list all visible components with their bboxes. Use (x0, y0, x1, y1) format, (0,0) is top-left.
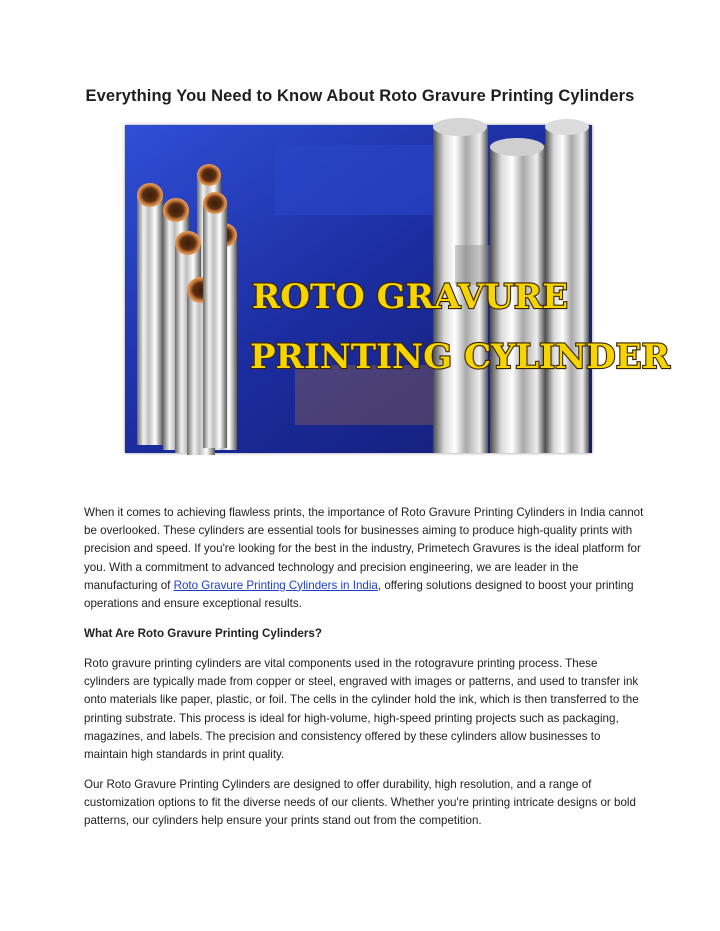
roto-gravure-india-link[interactable]: Roto Gravure Printing Cylinders in India (173, 578, 378, 592)
document-title: Everything You Need to Know About Roto Gravure Printing Cylinders (85, 87, 635, 105)
cylinders-left-group (137, 164, 237, 455)
paragraph-what-are-text: Roto gravure printing cylinders are vital components used in the rotogravure printing process. These cylinders are typically made from copper or steel, engraved with images or patterns, and used to transfer ink onto materials like paper, plastic, or foil. The cells in the cylinder hold the ink, which is then transferred to the printing substrate. This process is ideal for high-volume, high-speed printing projects such as packaging, magazines, and labels. The precision and consistency offered by these cylinders allow businesses to maintain high standards in print quality. (84, 657, 639, 762)
paragraph-our-cylinders-text: Our Roto Gravure Printing Cylinders are designed to offer durability, high resolution, and a range of customization options to fit the diverse needs of our clients. Whether you're printing intricate designs or bold patterns, our cylinders help ensure your prints stand out from the competition. (84, 778, 636, 828)
intro-text-before-link: When it comes to achieving flawless prints, the importance of Roto Gravure Printing Cylinders in India cannot be overlooked. These cylinders are essential tools for businesses aiming to produce high-quality prints with precision and speed. If you're looking for the best in the industry, Primetech Gravures is the ideal platform for you. With a commitment to advanced technology and precision engineering, we are leader in the manufacturing of (84, 506, 644, 592)
section-heading: What Are Roto Gravure Printing Cylinders? (84, 627, 322, 640)
image-heading-line2: PRINTING CYLINDER (250, 337, 670, 377)
intro-paragraph (84, 504, 644, 613)
paragraph-our-cylinders (84, 776, 644, 831)
paragraph-what-are (84, 655, 644, 764)
intro-text-after-link: , offering solutions designed to boost your printing operations and ensure exceptional results. (84, 578, 634, 611)
image-heading-line1: ROTO GRAVURE (252, 277, 569, 317)
hero-image (125, 125, 670, 453)
